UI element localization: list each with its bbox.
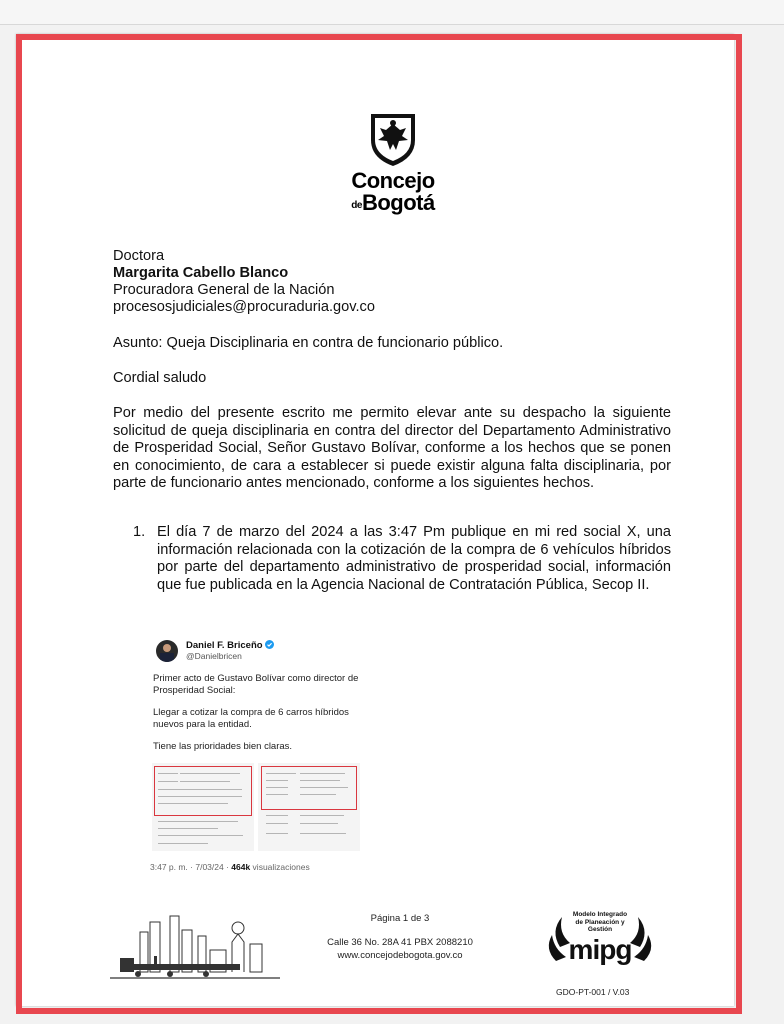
mipg-line1: Modelo Integrado <box>572 911 628 918</box>
footer-address: Calle 36 No. 28A 41 PBX 2088210 <box>327 937 473 948</box>
subject-line: Asunto: Queja Disciplinaria en contra de funcionario público. <box>113 335 504 351</box>
viewer-top-bar <box>0 0 784 25</box>
bogota-coat-of-arms-icon <box>338 110 448 173</box>
page-number: Página 1 de 3 <box>370 913 430 924</box>
logo-line1: Concejo <box>351 168 435 193</box>
tweet-paragraph-3: Tiene las prioridades bien claras. <box>153 741 293 752</box>
verified-badge-icon <box>265 640 274 649</box>
logo-line2: Bogotá <box>361 190 435 215</box>
mipg-line3: Gestión <box>587 926 613 933</box>
tweet-attachment-image <box>258 763 360 851</box>
mipg-logo <box>540 905 660 985</box>
tweet-paragraph-2: Llegar a cotizar la compra de 6 carros híbridos nuevos para la entidad. <box>153 707 349 730</box>
avatar <box>156 640 178 662</box>
tweet-author: Daniel F. Briceño <box>186 640 274 651</box>
greeting: Cordial saludo <box>113 370 207 386</box>
logo-de: de <box>351 200 362 211</box>
tweet-attachment-image <box>152 763 254 851</box>
recipient-position: Procuradora General de la Nación <box>113 282 335 298</box>
recipient-title: Doctora <box>113 248 165 264</box>
tweet-paragraph-1: Primer acto de Gustavo Bolívar como director de Prosperidad Social: <box>153 673 359 696</box>
intro-paragraph: Por medio del presente escrito me permito elevar ante su despacho la siguiente solicitud de queja disciplinaria en contra del director del Departamento Administrativo de Prosperidad Social, Señor Gustavo Bolívar, conforme a los hechos que se ponen en conocimiento, de cara a establecer si puede existir alguna falta disciplinaria, por parte de funcionario antes mencionado, conforme a los siguientes hechos. <box>113 405 671 491</box>
tweet-handle: @Danielbricen <box>186 651 242 661</box>
document-code: GDO-PT-001 / V.03 <box>556 987 630 997</box>
mipg-wordmark: mipg <box>568 934 632 965</box>
fact-number: 1. <box>133 524 146 540</box>
recipient-email: procesosjudiciales@procuraduria.gov.co <box>113 299 375 315</box>
fact-text: El día 7 de marzo del 2024 a las 3:47 Pm publique en mi red social X, una información relacionada con la cotización de la compra de 6 vehículos híbridos por parte del departamento administrativo de prosperidad social, información que fue publicada en la Agencia Nacional de Contratación Pública, Secop II. <box>157 524 671 593</box>
tweet-meta: 3:47 p. m. · 7/03/24 · 464k visualizaciones <box>150 862 310 872</box>
recipient-name: Margarita Cabello Blanco <box>113 265 289 281</box>
tweet-screenshot <box>148 633 366 878</box>
footer-website[interactable]: www.concejodebogota.gov.co <box>337 950 463 961</box>
concejo-bogota-logo <box>338 170 448 217</box>
mipg-line2: de Planeación y <box>575 918 625 926</box>
bogota-skyline-illustration <box>110 912 280 982</box>
